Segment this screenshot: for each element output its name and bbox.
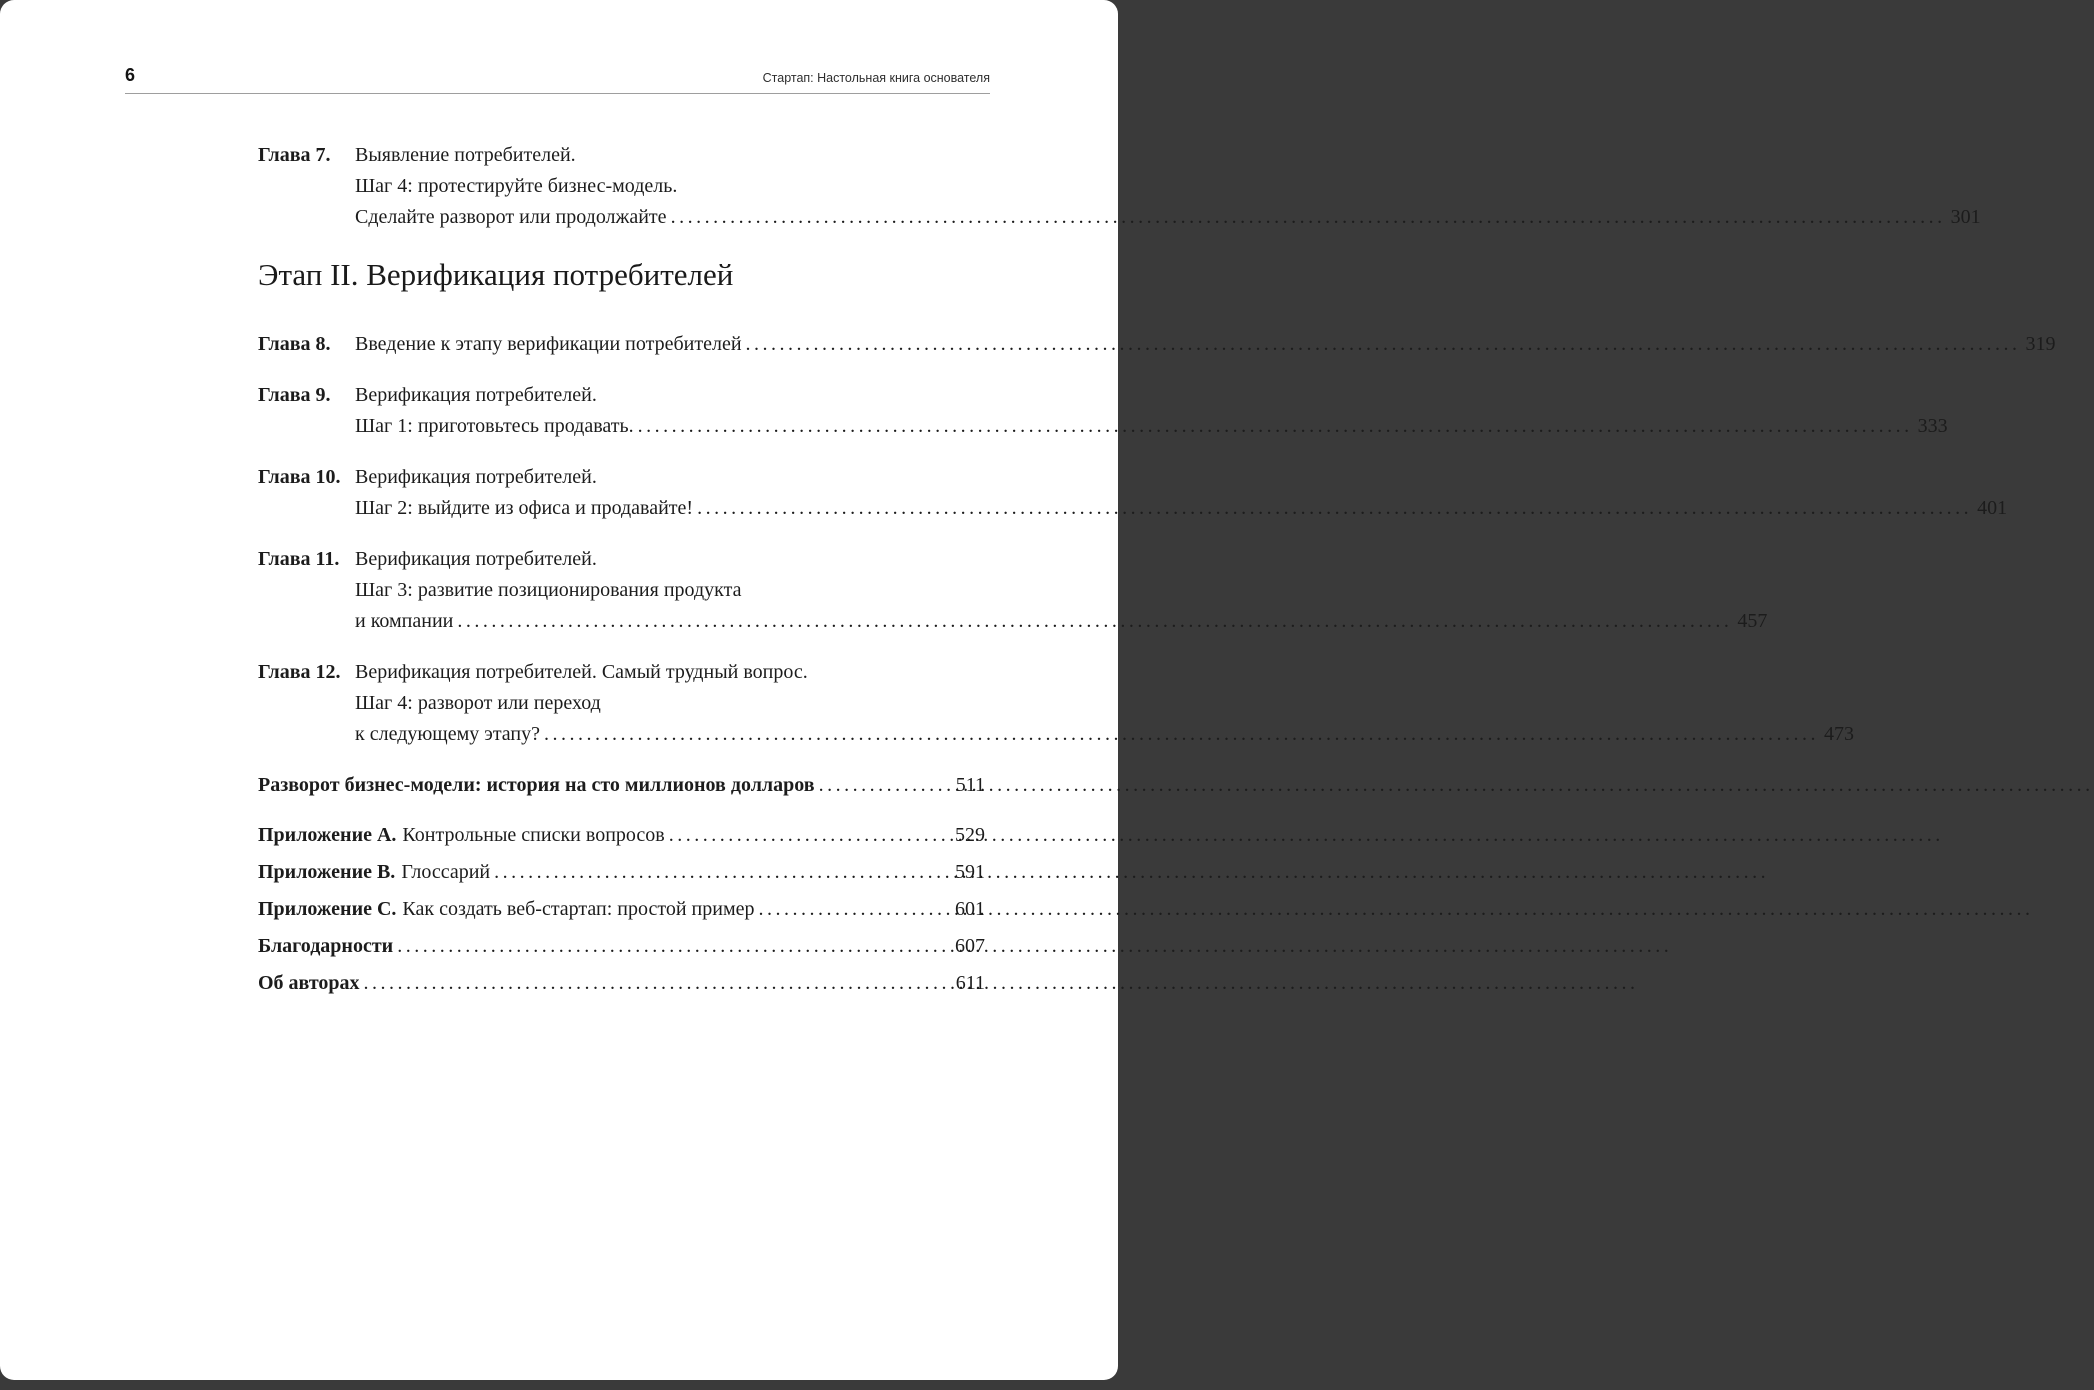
- entry-line: Шаг 3: развитие позиционирования продукта: [355, 579, 742, 601]
- entry-line: Выявление потребителей.: [355, 144, 576, 166]
- chapter-body: [355, 462, 2007, 524]
- entry-page-number: 607: [955, 935, 985, 957]
- entry-line: Верификация потребителей.: [355, 384, 597, 406]
- dot-leader: [669, 820, 950, 851]
- toc-entry: [258, 140, 1981, 233]
- toc-entry: [258, 380, 1948, 442]
- entry-label: Приложение A.: [258, 824, 397, 846]
- toc-entry: [258, 894, 985, 925]
- entry-line: Верификация потребителей.: [355, 466, 597, 488]
- dot-leader: [544, 719, 1819, 750]
- chapter-label: Глава 7.: [258, 144, 331, 166]
- entry-page-number: 529: [955, 824, 985, 846]
- chapter-label: Глава 9.: [258, 384, 331, 406]
- entry-text: Глоссарий: [401, 861, 491, 883]
- dot-leader: [364, 968, 951, 999]
- entry-page-number: 473: [1824, 723, 1854, 745]
- toc-entry: [258, 657, 1854, 750]
- entry-page-number: 401: [1977, 497, 2008, 519]
- toc-entry: [258, 770, 985, 801]
- page-number: 6: [125, 65, 136, 85]
- chapter-body: [355, 140, 1981, 233]
- entry-page-number: 333: [1917, 415, 1948, 437]
- entry-text: Сделайте разворот или продолжайте: [355, 206, 667, 228]
- entry-line: [355, 411, 1948, 442]
- entry-page-number: 301: [1950, 206, 1981, 228]
- entry-label: Приложение C.: [258, 898, 397, 920]
- entry-text: Шаг 2: выйдите из офиса и продавайте!: [355, 497, 694, 519]
- entry-line: [355, 719, 1854, 750]
- entry-page-number: 611: [955, 972, 985, 994]
- entry-page-number: 457: [1737, 610, 1768, 632]
- entry-text: и компании: [355, 610, 454, 632]
- chapter-label: Глава 12.: [258, 661, 341, 683]
- chapter-body: [355, 329, 2056, 360]
- entry-text: Введение к этапу верификации потребителей: [355, 333, 742, 355]
- entry-text: Контрольные списки вопросов: [402, 824, 665, 846]
- entry-line: Шаг 4: разворот или переход: [355, 692, 601, 714]
- dot-leader: [746, 329, 2021, 360]
- entry-text: Об авторах: [258, 972, 360, 994]
- dot-leader: [697, 493, 1972, 524]
- entry-line: Верификация потребителей.: [355, 548, 597, 570]
- entry-line: [355, 329, 2056, 360]
- entry-line: [355, 202, 1981, 233]
- chapter-body: [355, 544, 1767, 637]
- running-header-title: Стартап: Настольная книга основателя: [762, 70, 990, 85]
- dot-leader: [457, 606, 1732, 637]
- entry-text: к следующему этапу?: [355, 723, 540, 745]
- entry-text: Разворот бизнес-модели: история на сто миллионов долларов: [258, 774, 815, 796]
- entry-line: [355, 606, 1767, 637]
- entry-line: [355, 493, 2007, 524]
- entry-text: Шаг 1: приготовьтесь продавать.: [355, 415, 634, 437]
- chapter-body: [355, 380, 1948, 442]
- entry-line: Верификация потребителей. Самый трудный вопрос.: [355, 661, 808, 683]
- entry-label: Приложение B.: [258, 861, 396, 883]
- toc-entry: [258, 462, 2008, 524]
- entry-line: Шаг 4: протестируйте бизнес-модель.: [355, 175, 678, 197]
- toc-list: [258, 140, 2056, 1005]
- entry-page-number: 511: [955, 774, 985, 796]
- entry-page-number: 591: [955, 861, 985, 883]
- toc-entry: [258, 931, 985, 962]
- entry-text: Как создать веб-стартап: простой пример: [402, 898, 755, 920]
- toc-entry: [258, 968, 985, 999]
- toc-entry: [258, 820, 985, 851]
- dot-leader: [397, 931, 950, 962]
- chapter-label: Глава 8.: [258, 333, 331, 355]
- dot-leader: [819, 770, 951, 801]
- chapter-label: Глава 10.: [258, 466, 341, 488]
- toc-entry: [258, 544, 1768, 637]
- chapter-label: Глава 11.: [258, 548, 340, 570]
- entry-page-number: 601: [955, 898, 985, 920]
- entry-text: Благодарности: [258, 935, 394, 957]
- dot-leader: [638, 411, 1913, 442]
- entry-page-number: 319: [2025, 333, 2056, 355]
- chapter-body: [355, 657, 1854, 750]
- dot-leader: [671, 202, 1946, 233]
- section-heading: Этап II. Верификация потребителей: [258, 257, 734, 292]
- dot-leader: [494, 857, 950, 888]
- dot-leader: [758, 894, 950, 925]
- toc-entry: [258, 329, 2056, 360]
- toc-entry: [258, 857, 985, 888]
- running-header: [125, 66, 990, 94]
